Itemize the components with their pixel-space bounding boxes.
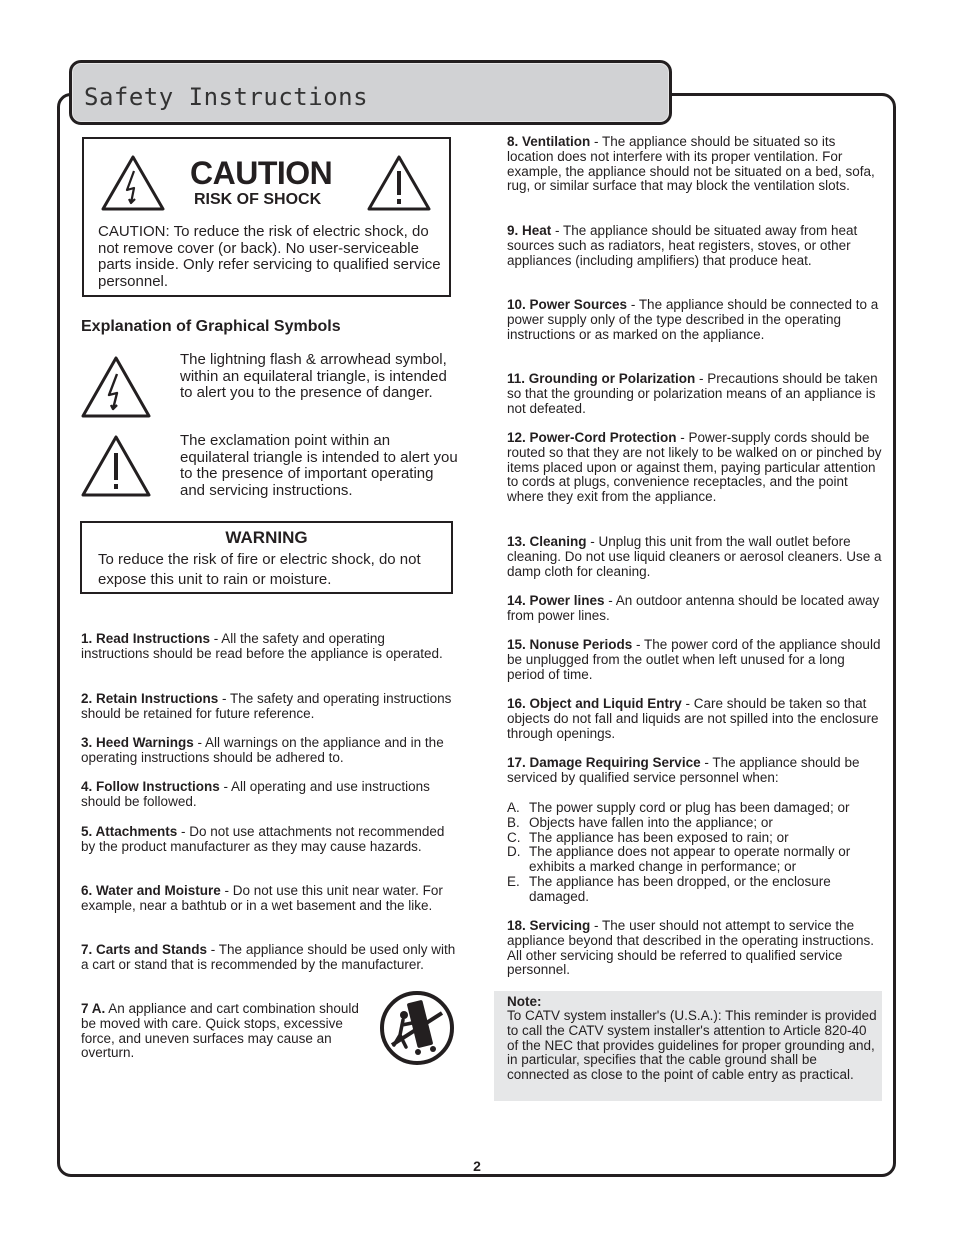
list-item — [507, 697, 882, 741]
item-text: - Power-supply cords should be routed so that they are not likely to be walked on or pinched by items placed upon or against them, paying particular attention to cords at plugs, convenience receptacles, and the point where they exit from the appliance. — [507, 430, 882, 505]
item-label: 1. Read Instructions — [81, 631, 211, 646]
item-text: - An outdoor antenna should be located away from power lines. — [507, 593, 880, 623]
item-label: 4. Follow Instructions — [81, 779, 220, 794]
item-text: - The appliance should be situated away from heat sources such as radiators, heat registers, stoves, or other appliances (including amplifiers) that produce heat. — [507, 223, 858, 268]
list-item — [81, 736, 456, 766]
item-text: - All operating and use instructions should be followed. — [81, 779, 430, 809]
list-item — [507, 816, 887, 831]
caution-box — [82, 137, 451, 297]
symbols-heading: Explanation of Graphical Symbols — [81, 318, 341, 335]
lightning-symbol-text: The lightning flash & arrowhead symbol, within an equilateral triangle, is intended to alert you to the presence of danger. — [180, 351, 447, 401]
list-item — [507, 756, 882, 786]
item-text: - The appliance should be used only with a cart or stand that is recommended by the manufacturer. — [81, 942, 456, 972]
warning-text: To reduce the risk of fire or electric shock, do not expose this unit to rain or moisture. — [98, 551, 421, 588]
caution-subtitle: RISK OF SHOCK — [194, 191, 322, 208]
list-text: The power supply cord or plug has been damaged; or — [529, 800, 850, 815]
list-item — [81, 692, 456, 722]
list-item — [81, 825, 456, 855]
item-text: - All the safety and operating instructions should be read before the appliance is operated. — [81, 631, 443, 661]
item-text: An appliance and cart combination should be moved with care. Quick stops, excessive force, and uneven surfaces may cause an overturn. — [81, 1001, 359, 1061]
page-number: 2 — [473, 1158, 481, 1174]
caution-text: CAUTION: To reduce the risk of electric shock, do not remove cover (or back). No user-serviceable parts inside. Only refer servicing to qualified service personnel. — [98, 223, 441, 290]
note-text: To CATV system installer's (U.S.A.): This reminder is provided to call the CATV system installer's attention to Article 820-40 of the NEC that provides guidelines for proper grounding and, in particular, specifies that the cable ground shall be connected as close to the point of cable entry as practical. — [507, 1008, 877, 1083]
list-item — [507, 919, 882, 978]
item-label: 16. Object and Liquid Entry — [507, 696, 682, 711]
list-item — [81, 943, 456, 973]
list-item — [81, 632, 456, 662]
damage-list — [507, 801, 887, 905]
page-title: Safety Instructions — [84, 83, 369, 111]
list-text: The appliance has been dropped, or the enclosure damaged. — [529, 873, 831, 904]
caution-title: CAUTION — [190, 155, 333, 191]
item-label: 14. Power lines — [507, 593, 605, 608]
item-text: - The safety and operating instructions should be retained for future reference. — [81, 691, 452, 721]
list-letter: D. — [507, 844, 521, 860]
list-item — [81, 780, 456, 810]
item-label: 6. Water and Moisture — [81, 883, 221, 898]
item-label: 18. Servicing — [507, 918, 591, 933]
item-text: - Precautions should be taken so that the grounding or polarization means of an appliance is not defeated. — [507, 371, 878, 416]
item-label: 2. Retain Instructions — [81, 691, 219, 706]
list-item — [507, 638, 882, 682]
item-label: 8. Ventilation — [507, 134, 591, 149]
item-label: 10. Power Sources — [507, 297, 628, 312]
item-text: - The user should not attempt to service the appliance beyond that described in the operating instructions. All other servicing should be referred to qualified service personnel. — [507, 918, 874, 978]
item-text: - Do not use attachments not recommended by the product manufacturer as they may cause hazards. — [81, 824, 445, 854]
list-item — [507, 831, 887, 846]
warning-box — [80, 521, 453, 594]
list-item — [81, 884, 456, 914]
list-letter: B. — [507, 814, 520, 830]
item-label: 13. Cleaning — [507, 534, 587, 549]
warning-title: WARNING — [225, 528, 308, 547]
item-label: 7 A. — [81, 1001, 106, 1016]
item-label: 11. Grounding or Polarization — [507, 371, 696, 386]
list-letter: E. — [507, 873, 520, 889]
list-item — [507, 845, 887, 875]
item-label: 12. Power-Cord Protection — [507, 430, 677, 445]
list-item — [507, 224, 882, 268]
list-item — [81, 1002, 366, 1061]
item-text: - Unplug this unit from the wall outlet before cleaning. Do not use liquid cleaners or aerosol cleaners. Use a damp cloth for cleaning. — [507, 534, 882, 579]
list-text: The appliance has been exposed to rain; or — [529, 829, 789, 845]
item-label: 15. Nonuse Periods — [507, 637, 633, 652]
list-item — [507, 875, 887, 905]
list-item — [507, 594, 882, 624]
item-label: 3. Heed Warnings — [81, 735, 194, 750]
item-text: - Care should be taken so that objects do not fall and liquids are not spilled into the enclosure through openings. — [507, 696, 879, 741]
list-text: Objects have fallen into the appliance; or — [529, 814, 773, 830]
item-label: 7. Carts and Stands — [81, 942, 208, 957]
item-text: - The appliance should be situated so its location does not interfere with its proper ventilation. For example, the appliance should not be situated on a bed, sofa, rug, or similar surface that may block the ventilation slots. — [507, 134, 875, 194]
item-text: - Do not use this unit near water. For example, near a bathtub or in a wet basement and the like. — [81, 883, 443, 913]
list-letter: C. — [507, 829, 521, 845]
item-label: 17. Damage Requiring Service — [507, 755, 701, 770]
item-text: - The power cord of the appliance should be unplugged from the outlet when left unused for a long period of time. — [507, 637, 881, 682]
list-item — [507, 298, 882, 342]
exclamation-triangle-icon — [80, 434, 152, 498]
note-title: Note: — [507, 994, 542, 1009]
cart-tip-over-icon — [378, 989, 456, 1067]
note-box — [494, 991, 882, 1101]
list-item — [507, 372, 882, 416]
list-item — [507, 135, 882, 194]
list-item — [507, 801, 887, 816]
exclamation-symbol-text: The exclamation point within an equilateral triangle is intended to alert you to the presence of important operating and servicing instructions. — [180, 432, 458, 499]
list-letter: A. — [507, 800, 520, 815]
list-item — [507, 535, 882, 579]
lightning-triangle-icon — [100, 154, 166, 212]
list-text: The appliance does not appear to operate normally or exhibits a marked change in performance; or — [529, 844, 851, 875]
list-item — [507, 431, 882, 505]
exclamation-triangle-icon — [366, 154, 432, 212]
item-label: 5. Attachments — [81, 824, 178, 839]
item-text: - All warnings on the appliance and in the operating instructions should be adhered to. — [81, 735, 444, 765]
title-tab — [69, 60, 672, 125]
item-text: - The appliance should be connected to a power supply only of the type described in the operating instructions or as marked on the appliance. — [507, 297, 879, 342]
item-label: 9. Heat — [507, 223, 552, 238]
lightning-triangle-icon — [80, 355, 152, 419]
item-text: - The appliance should be serviced by qualified service personnel when: — [507, 755, 860, 785]
